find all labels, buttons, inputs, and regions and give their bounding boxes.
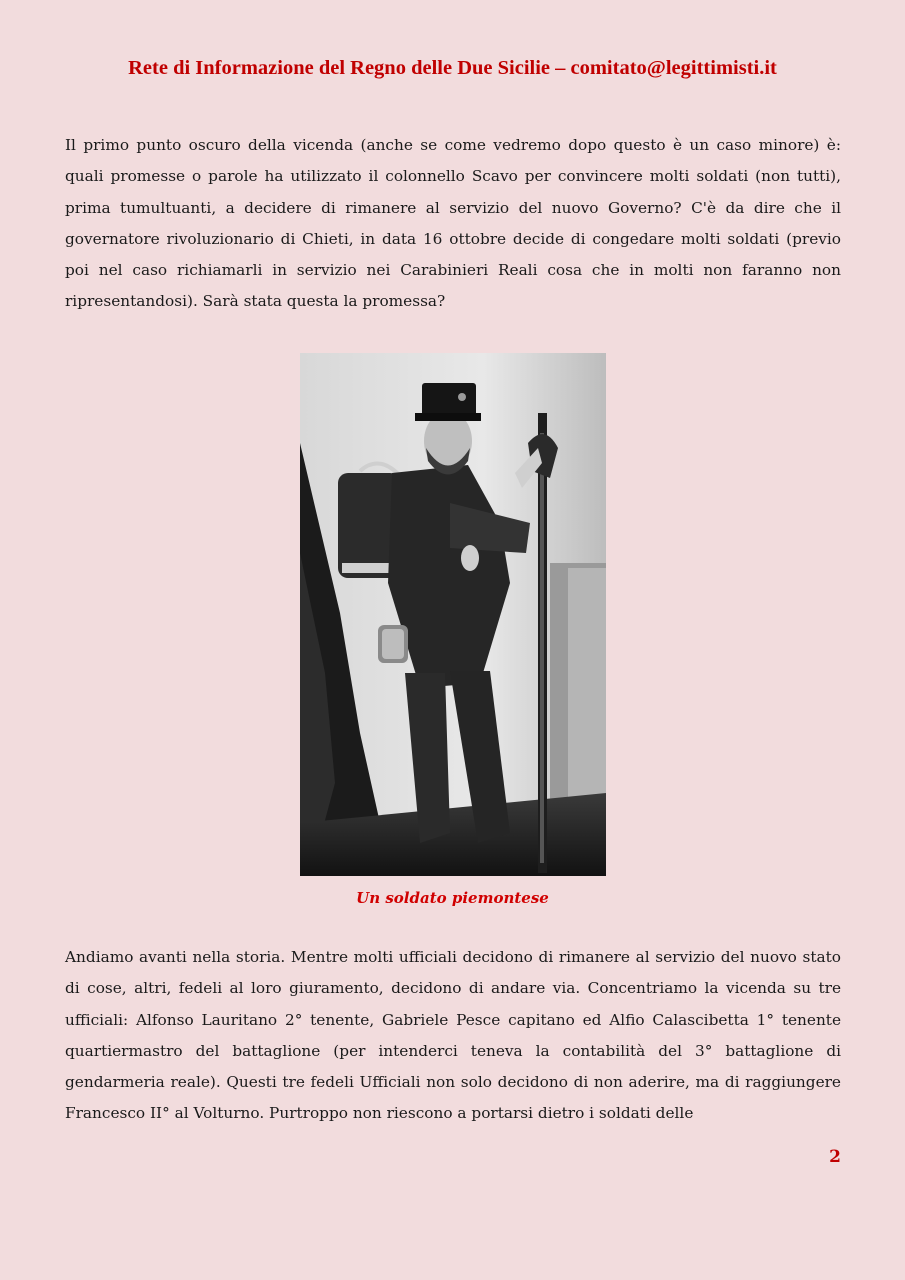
body-paragraph-2: Andiamo avanti nella storia. Mentre molti ufficiali decidono di rimanere al servizio del nuovo stato di cose, altri, fedeli al loro giuramento, decidono di andare via. Concentriamo la vicenda su tre ufficiali: Alfonso Lauritano 2° tenente, Gabriele Pesce capitano ed Alfio Calascibetta 1° tenente quartiermastro del battaglione (per intenderci teneva la contabilità del 3° battaglione di gendarmeria reale). Questi tre fedeli Ufficiali non solo decidono di non aderire, ma di raggiungere Francesco II° al Volturno. Purtroppo non riescono a portarsi dietro i soldati delle xyxy=(65,948,841,1123)
body-paragraph-1: Il primo punto oscuro della vicenda (anche se come vedremo dopo questo è un caso minore) è: quali promesse o parole ha utilizzato il colonnello Scavo per convincere molti soldati (non tutti), prima tumultuanti, a decidere di rimanere al servizio del nuovo Governo? C'è da dire che il governatore rivoluzionario di Chieti, in data 16 ottobre decide di congedare molti soldati (previo poi nel caso richiamarli in servizio nei Carabinieri Reali cosa che in molti non faranno non ripresentandosi). Sarà stata questa la promessa? xyxy=(65,136,841,311)
page-header-title: Rete di Informazione del Regno delle Due Sicilie – comitato@legittimisti.it xyxy=(128,57,777,79)
page-number: 2 xyxy=(829,1147,841,1167)
soldier-photograph xyxy=(300,353,606,876)
photo-caption: Un soldato piemontese xyxy=(356,889,549,907)
